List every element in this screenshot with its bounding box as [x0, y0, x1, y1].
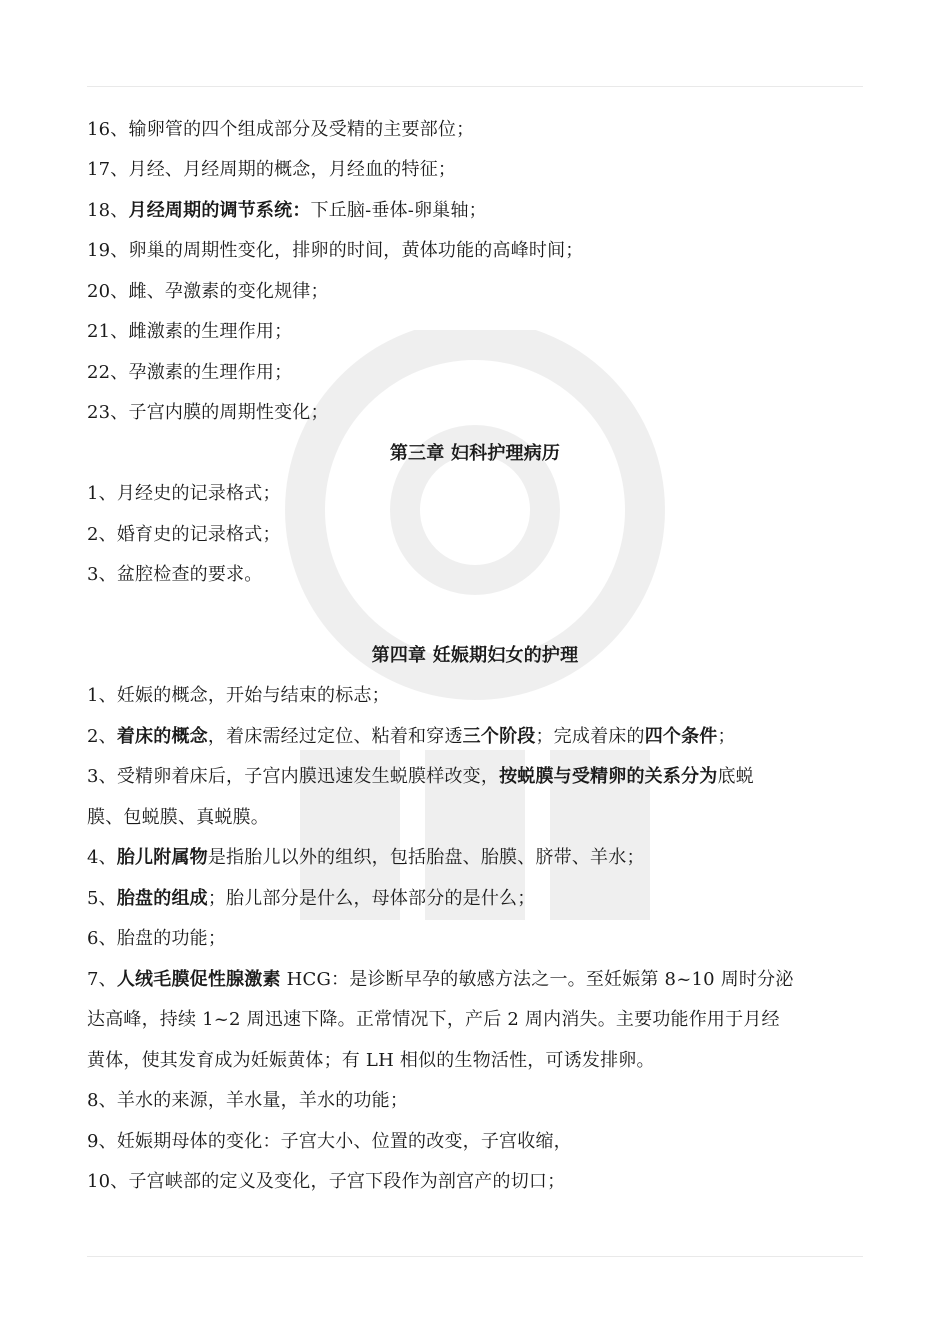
ch4-item-2-text-3: ；	[717, 726, 736, 747]
footer-rule	[87, 1256, 863, 1257]
chapter-4-title: 第四章 妊娠期妇女的护理	[371, 645, 579, 666]
ch3-item-2: 2、婚育史的记录格式；	[87, 524, 281, 545]
ch4-item-2-text-1: ，着床需经过定位、粘着和穿透	[207, 726, 463, 747]
ch4-item-7-line-3: 黄体，使其发育成为妊娠黄体；有 LH 相似的生物活性，可诱发排卵。	[87, 1050, 655, 1071]
ch4-item-3-bold: 按蜕膜与受精卵的关系分为	[499, 766, 718, 787]
ch4-item-2-bold-2: 三个阶段	[462, 726, 536, 747]
ch4-item-4	[87, 847, 863, 869]
ch3-item-1: 1、月经史的记录格式；	[87, 483, 281, 504]
ch4-item-7-num: 7、	[87, 969, 117, 990]
ch4-item-5-bold: 胎盘的组成	[116, 888, 208, 909]
ch4-item-2-num: 2、	[87, 726, 117, 747]
ch4-item-5	[87, 888, 863, 910]
item-19: 19、卵巢的周期性变化，排卵的时间，黄体功能的高峰时间；	[87, 240, 584, 261]
ch4-item-4-bold: 胎儿附属物	[116, 847, 208, 868]
item-21: 21、雌激素的生理作用；	[87, 321, 293, 342]
ch4-item-10: 10、子宫峡部的定义及变化，子宫下段作为剖宫产的切口；	[87, 1171, 566, 1192]
ch4-item-4-text: 是指胎儿以外的组织，包括胎盘、胎膜、脐带、羊水；	[207, 847, 645, 868]
item-18-bold: 月经周期的调节系统：	[128, 200, 311, 221]
ch4-item-3-cont: 膜、包蜕膜、真蜕膜。	[87, 807, 269, 828]
header-rule	[87, 86, 863, 87]
item-20: 20、雌、孕激素的变化规律；	[87, 281, 329, 302]
ch4-item-2	[87, 726, 863, 748]
ch4-item-8: 8、羊水的来源，羊水量，羊水的功能；	[87, 1090, 409, 1111]
ch4-item-4-num: 4、	[87, 847, 117, 868]
item-23: 23、子宫内膜的周期性变化；	[87, 402, 329, 423]
ch4-item-5-text: ；胎儿部分是什么，母体部分的是什么；	[207, 888, 536, 909]
ch4-item-7-line-2: 达高峰，持续 1~2 周迅速下降。正常情况下，产后 2 周内消失。主要功能作用于月经	[87, 1009, 780, 1030]
ch4-item-7	[87, 969, 863, 991]
ch3-item-3: 3、盆腔检查的要求。	[87, 564, 263, 585]
item-18	[87, 200, 863, 222]
ch4-item-5-num: 5、	[87, 888, 117, 909]
chapter-3-title: 第三章 妇科护理病历	[389, 443, 561, 464]
item-22: 22、孕激素的生理作用；	[87, 362, 293, 383]
ch4-item-3	[87, 766, 863, 788]
ch4-item-1: 1、妊娠的概念，开始与结束的标志；	[87, 685, 390, 706]
ch4-item-3-text-1: 3、受精卵着床后，子宫内膜迅速发生蜕膜样改变，	[87, 766, 500, 787]
ch4-item-7-bold: 人绒毛膜促性腺激素	[116, 969, 281, 990]
item-18-num: 18、	[87, 200, 129, 221]
ch4-item-7-text: HCG：是诊断早孕的敏感方法之一。至妊娠第 8~10 周时分泌	[280, 969, 794, 990]
item-17: 17、月经、月经周期的概念，月经血的特征；	[87, 159, 457, 180]
item-18-rest: 下丘脑-垂体-卵巢轴；	[310, 200, 487, 221]
ch4-item-3-text-2: 底蜕	[717, 766, 754, 787]
ch4-item-9: 9、妊娠期母体的变化：子宫大小、位置的改变，子宫收缩，	[87, 1131, 572, 1152]
ch4-item-2-text-2: ；完成着床的	[535, 726, 645, 747]
ch4-item-2-bold-1: 着床的概念	[116, 726, 208, 747]
ch4-item-2-bold-3: 四个条件	[644, 726, 718, 747]
item-16: 16、输卵管的四个组成部分及受精的主要部位；	[87, 119, 475, 140]
ch4-item-6: 6、胎盘的功能；	[87, 928, 227, 949]
